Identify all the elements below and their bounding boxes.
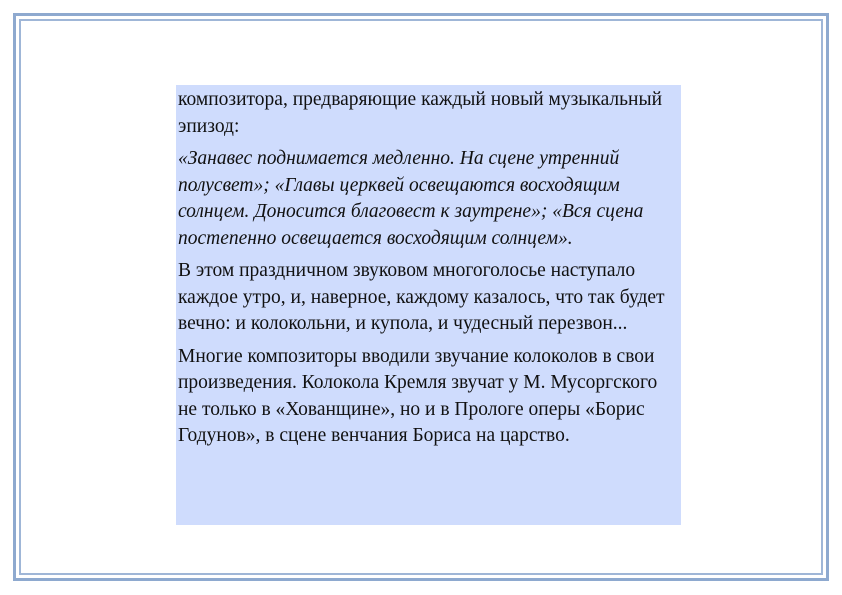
paragraph-stage-directions-quote: «Занавес поднимается медленно. На сцене утренний полусвет»; «Главы церквей освещаются восходящим солнцем. Доносится благовест к заутрене»; «Вся сцена постепенно освещается восходящим солнцем». [178, 148, 644, 249]
paragraph-composers-bells: Многие композиторы вводили звучание колоколов в свои произведения. Колокола Кремля звучат у М. Мусоргского не только в «Хованщине», но и в Прологе оперы «Борис Годунов», в сцене венчания Бориса на царство. [178, 345, 658, 446]
text-block [176, 85, 681, 525]
paragraph-intro: композитора, предваряющие каждый новый музыкальный эпизод: [178, 89, 663, 137]
paragraph-morning-bells: В этом праздничном звуковом многоголосье наступало каждое утро, и, наверное, каждому казалось, что так будет вечно: и колокольни, и купола, и чудесный перезвон... [178, 260, 665, 334]
